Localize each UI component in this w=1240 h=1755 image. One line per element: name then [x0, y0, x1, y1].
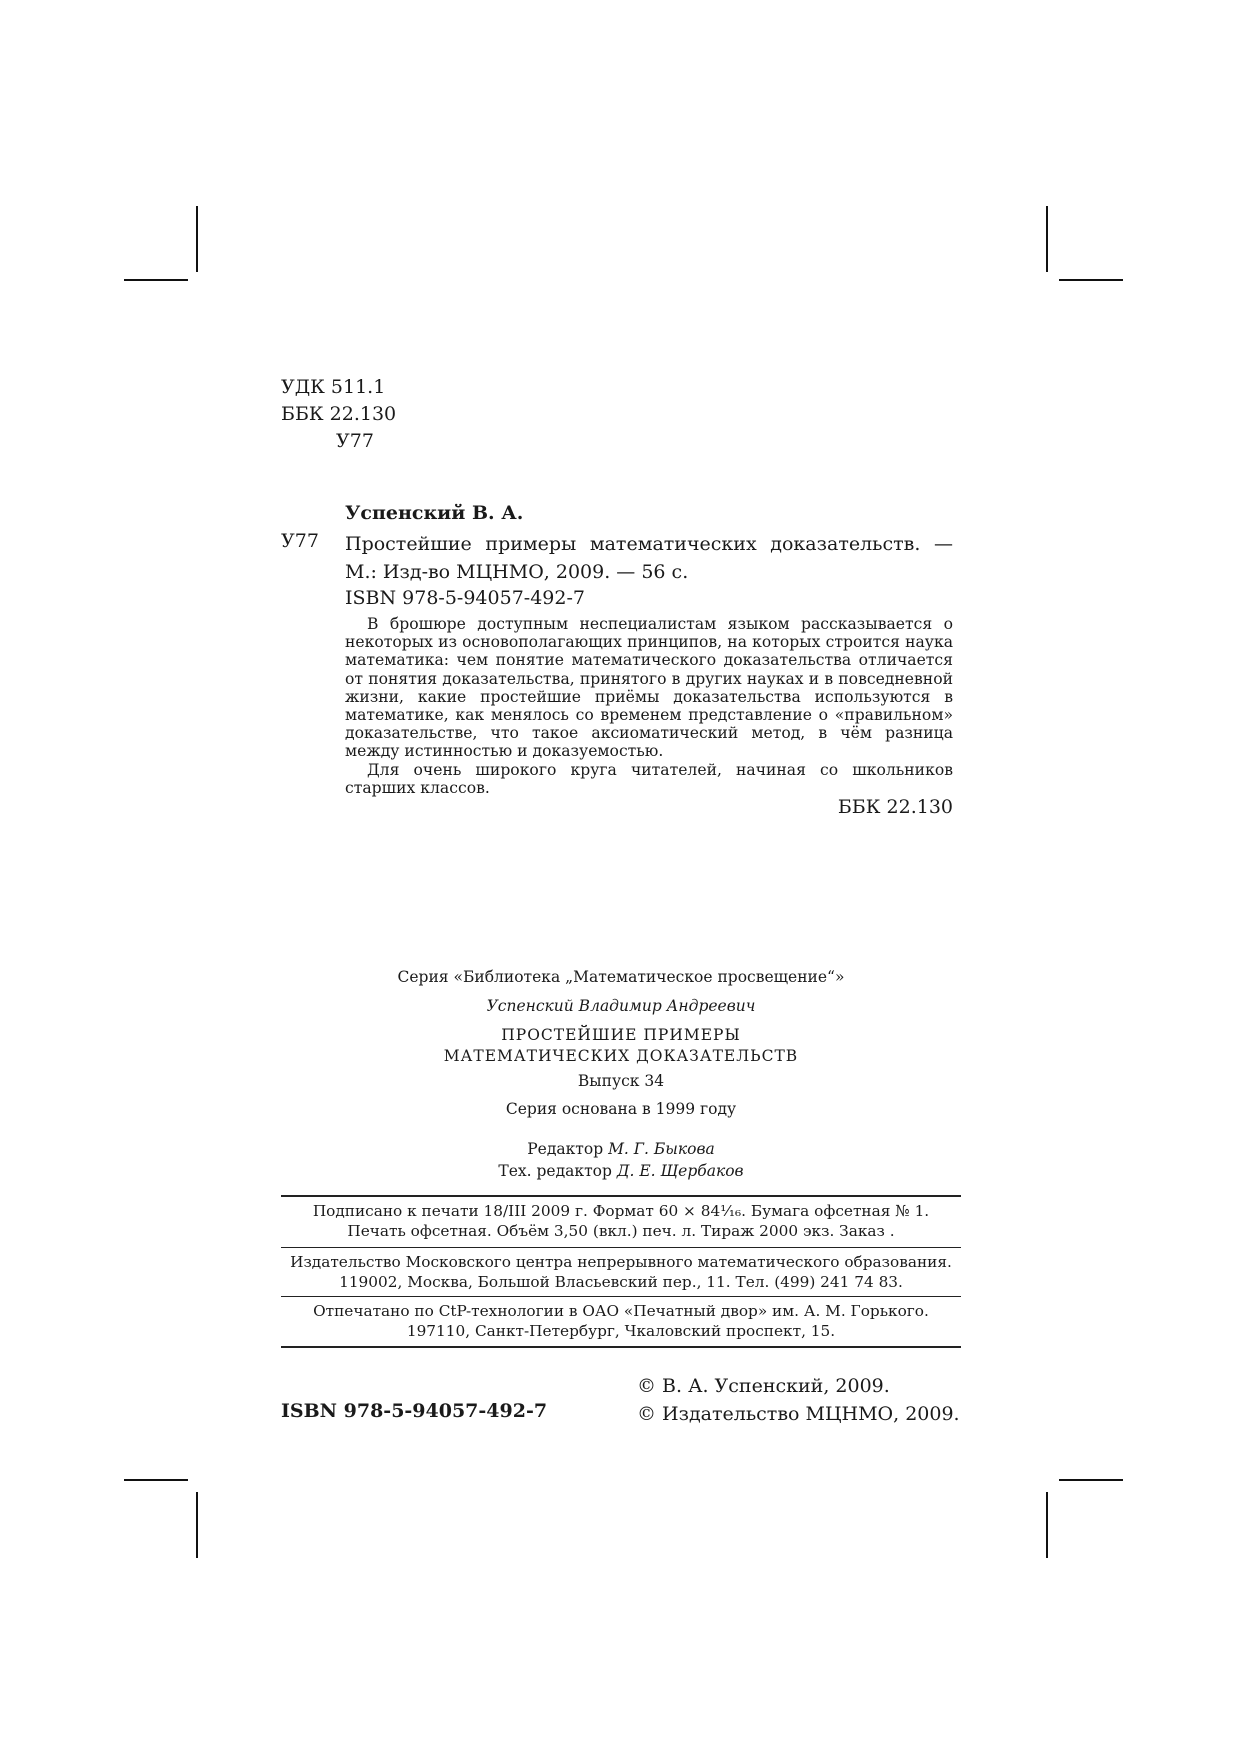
catalog-abstract: [345, 615, 953, 797]
catalog-isbn: ISBN 978-5-94057-492-7: [345, 587, 585, 609]
print-info-line-2: Печать офсетная. Объём 3,50 (вкл.) печ. л. Тираж 2000 экз. Заказ .: [347, 1222, 895, 1240]
imprint-publisher-info: [281, 1252, 961, 1292]
imprint-divider-2: [281, 1296, 961, 1297]
book-title-line-1: ПРОСТЕЙШИЕ ПРИМЕРЫ: [501, 1026, 741, 1044]
crop-mark-top-right-vertical: [1046, 206, 1048, 272]
series-name: Серия «Библиотека „Математическое просвещение“»: [397, 968, 845, 986]
publisher-line-2: 119002, Москва, Большой Власьевский пер., 11. Тел. (499) 241 74 83.: [339, 1273, 903, 1291]
crop-mark-top-left-horizontal: [124, 279, 188, 281]
crop-mark-bottom-left-horizontal: [124, 1479, 188, 1481]
bbk-code: ББК 22.130: [281, 403, 397, 425]
imprint-divider-1: [281, 1247, 961, 1248]
author-mark-code: У77: [336, 430, 374, 452]
editor-line: [281, 1140, 961, 1158]
catalog-author-mark: У77: [281, 530, 319, 552]
copyright-block: [637, 1372, 960, 1428]
tech-editor-label: Тех. редактор: [498, 1162, 612, 1180]
imprint-print-info: [281, 1201, 961, 1241]
crop-mark-top-right-horizontal: [1059, 279, 1123, 281]
printer-line-1: Отпечатано по CtP-технологии в ОАО «Печатный двор» им. А. М. Горького.: [313, 1302, 929, 1320]
imprint-printer-info: [281, 1301, 961, 1341]
classification-codes: [281, 374, 396, 455]
editor-name: М. Г. Быкова: [608, 1140, 715, 1158]
abstract-paragraph-1: В брошюре доступным неспециалистам языком рассказывается о некоторых из основополагающих принципов, на которых строится наука математика: чем понятие математического доказательства отличается от понятия доказательства, принятого в других науках и в повседневной жизни, какие простейшие приёмы доказательства используются в математике, как менялось со временем представление о «правильном» доказательстве, что такое аксиоматический метод, в чём разница между истинностью и доказуемостью.: [345, 615, 953, 761]
copyright-publisher: © Издательство МЦНМО, 2009.: [637, 1403, 960, 1425]
crop-mark-bottom-left-vertical: [196, 1492, 198, 1558]
issue-number: Выпуск 34: [577, 1072, 665, 1090]
abstract-paragraph-2: Для очень широкого круга читателей, начиная со школьников старших классов.: [345, 760, 953, 797]
author-full-name: Успенский Владимир Андреевич: [486, 997, 756, 1015]
copyright-author: © В. А. Успенский, 2009.: [637, 1375, 890, 1397]
editor-label: Редактор: [527, 1140, 604, 1158]
imprint-top-rule: [281, 1195, 961, 1197]
printer-line-2: 197110, Санкт-Петербург, Чкаловский проспект, 15.: [406, 1322, 836, 1340]
publisher-line-1: Издательство Московского центра непрерывного математического образования.: [290, 1253, 952, 1271]
print-info-line-1: Подписано к печати 18/III 2009 г. Формат 60 × 84¹⁄₁₆. Бумага офсетная № 1.: [312, 1202, 930, 1220]
series-founded: Серия основана в 1999 году: [505, 1100, 737, 1118]
tech-editor-line: [281, 1162, 961, 1180]
udk-code: УДК 511.1: [281, 376, 386, 398]
book-title: [281, 1025, 961, 1067]
catalog-bbk-right: ББК 22.130: [837, 796, 953, 818]
tech-editor-name: Д. Е. Щербаков: [616, 1162, 744, 1180]
catalog-title: Простейшие примеры математических доказательств. — М.: Изд-во МЦНМО, 2009. — 56 с.: [345, 533, 953, 583]
book-title-line-2: МАТЕМАТИЧЕСКИХ ДОКАЗАТЕЛЬСТВ: [443, 1047, 799, 1065]
imprint-bottom-rule: [281, 1346, 961, 1348]
catalog-author: Успенский В. А.: [345, 502, 524, 524]
crop-mark-bottom-right-vertical: [1046, 1492, 1048, 1558]
crop-mark-bottom-right-horizontal: [1059, 1479, 1123, 1481]
footer-isbn: ISBN 978-5-94057-492-7: [281, 1400, 548, 1422]
crop-mark-top-left-vertical: [196, 206, 198, 272]
